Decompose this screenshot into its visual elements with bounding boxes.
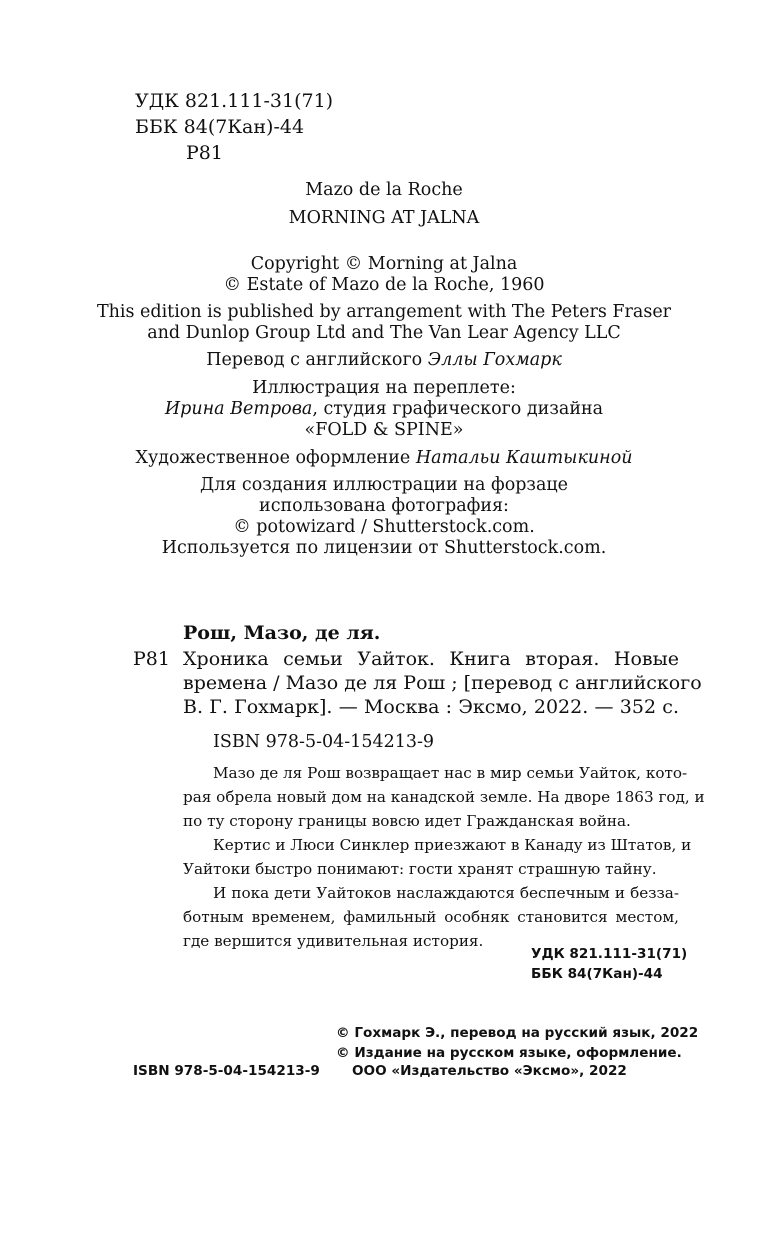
copyright-line-2: © Estate of Mazo de la Roche, 1960: [223, 275, 545, 295]
catalog-line-2: времена / Мазо де ля Рош ; [перевод с английского: [183, 672, 702, 694]
annotation-line: Мазо де ля Рош возвращает нас в мир семьи Уайток, кото-: [213, 764, 688, 782]
translation-credit: [0, 350, 768, 370]
endpaper-line-2: использована фотография:: [259, 496, 509, 516]
studio-name: «FOLD & SPINE»: [304, 420, 464, 440]
catalog-heading: Рош, Мазо, де ля.: [183, 622, 381, 644]
copyright-line-1: Copyright © Morning at Jalna: [250, 254, 518, 274]
cover-illustration-credit: [0, 399, 768, 419]
original-title: MORNING AT JALNA: [288, 208, 480, 228]
copyright-edition: © Издание на русском языке, оформление.: [336, 1045, 682, 1061]
annotation-line: ботным временем, фамильный особняк становится местом,: [183, 908, 679, 926]
edition-note-line-2: and Dunlop Group Ltd and The Van Lear Agency LLC: [147, 323, 621, 343]
original-author: Mazo de la Roche: [305, 180, 463, 200]
annotation-line: И пока дети Уайтоков наслаждаются беспечным и безза-: [213, 884, 679, 902]
author-mark: Р81: [186, 142, 223, 164]
translation-prefix: Перевод с английского: [206, 350, 428, 370]
udk-code: УДК 821.111-31(71): [135, 90, 334, 112]
catalog-isbn: ISBN 978-5-04-154213-9: [213, 732, 435, 752]
edition-note-line-1: This edition is published by arrangement with The Peters Fraser: [96, 302, 672, 322]
bbk-code: ББК 84(7Кан)-44: [135, 116, 305, 138]
catalog-mark: Р81: [133, 648, 170, 670]
annotation-line: по ту сторону границы вовсю идет Гражданская война.: [183, 812, 631, 830]
catalog-line-1: Хроника семьи Уайток. Книга вторая. Новые: [183, 648, 679, 670]
footer-udk: УДК 821.111-31(71): [531, 946, 688, 962]
annotation-line: рая обрела новый дом на канадской земле. На дворе 1863 год, и: [183, 788, 705, 806]
footer-bbk: ББК 84(7Кан)-44: [531, 966, 663, 982]
illustrator-name: Ирина Ветрова: [164, 399, 313, 419]
catalog-line-3: В. Г. Гохмарк]. — Москва : Эксмо, 2022. — 352 с.: [183, 696, 679, 718]
designer-name: Натальи Каштыкиной: [415, 448, 633, 468]
design-credit: [0, 448, 768, 468]
annotation-line: где вершится удивительная история.: [183, 932, 484, 950]
design-prefix: Художественное оформление: [135, 448, 416, 468]
endpaper-line-4: Используется по лицензии от Shutterstock.com.: [161, 538, 607, 558]
illustrator-studio: , студия графического дизайна: [312, 399, 604, 419]
annotation-line: Кертис и Люси Синклер приезжают в Канаду из Штатов, и: [213, 836, 692, 854]
cover-illustration-label: Иллюстрация на переплете:: [252, 378, 516, 398]
copyright-translation: © Гохмарк Э., перевод на русский язык, 2022: [336, 1025, 699, 1041]
bottom-isbn: ISBN 978-5-04-154213-9: [133, 1063, 320, 1079]
copyright-publisher: ООО «Издательство «Эксмо», 2022: [352, 1063, 627, 1079]
translator-name: Эллы Гохмарк: [427, 350, 562, 370]
annotation-line: Уайтоки быстро понимают: гости хранят страшную тайну.: [183, 860, 657, 878]
endpaper-line-1: Для создания иллюстрации на форзаце: [199, 475, 569, 495]
endpaper-line-3: © potowizard / Shutterstock.com.: [233, 517, 535, 537]
